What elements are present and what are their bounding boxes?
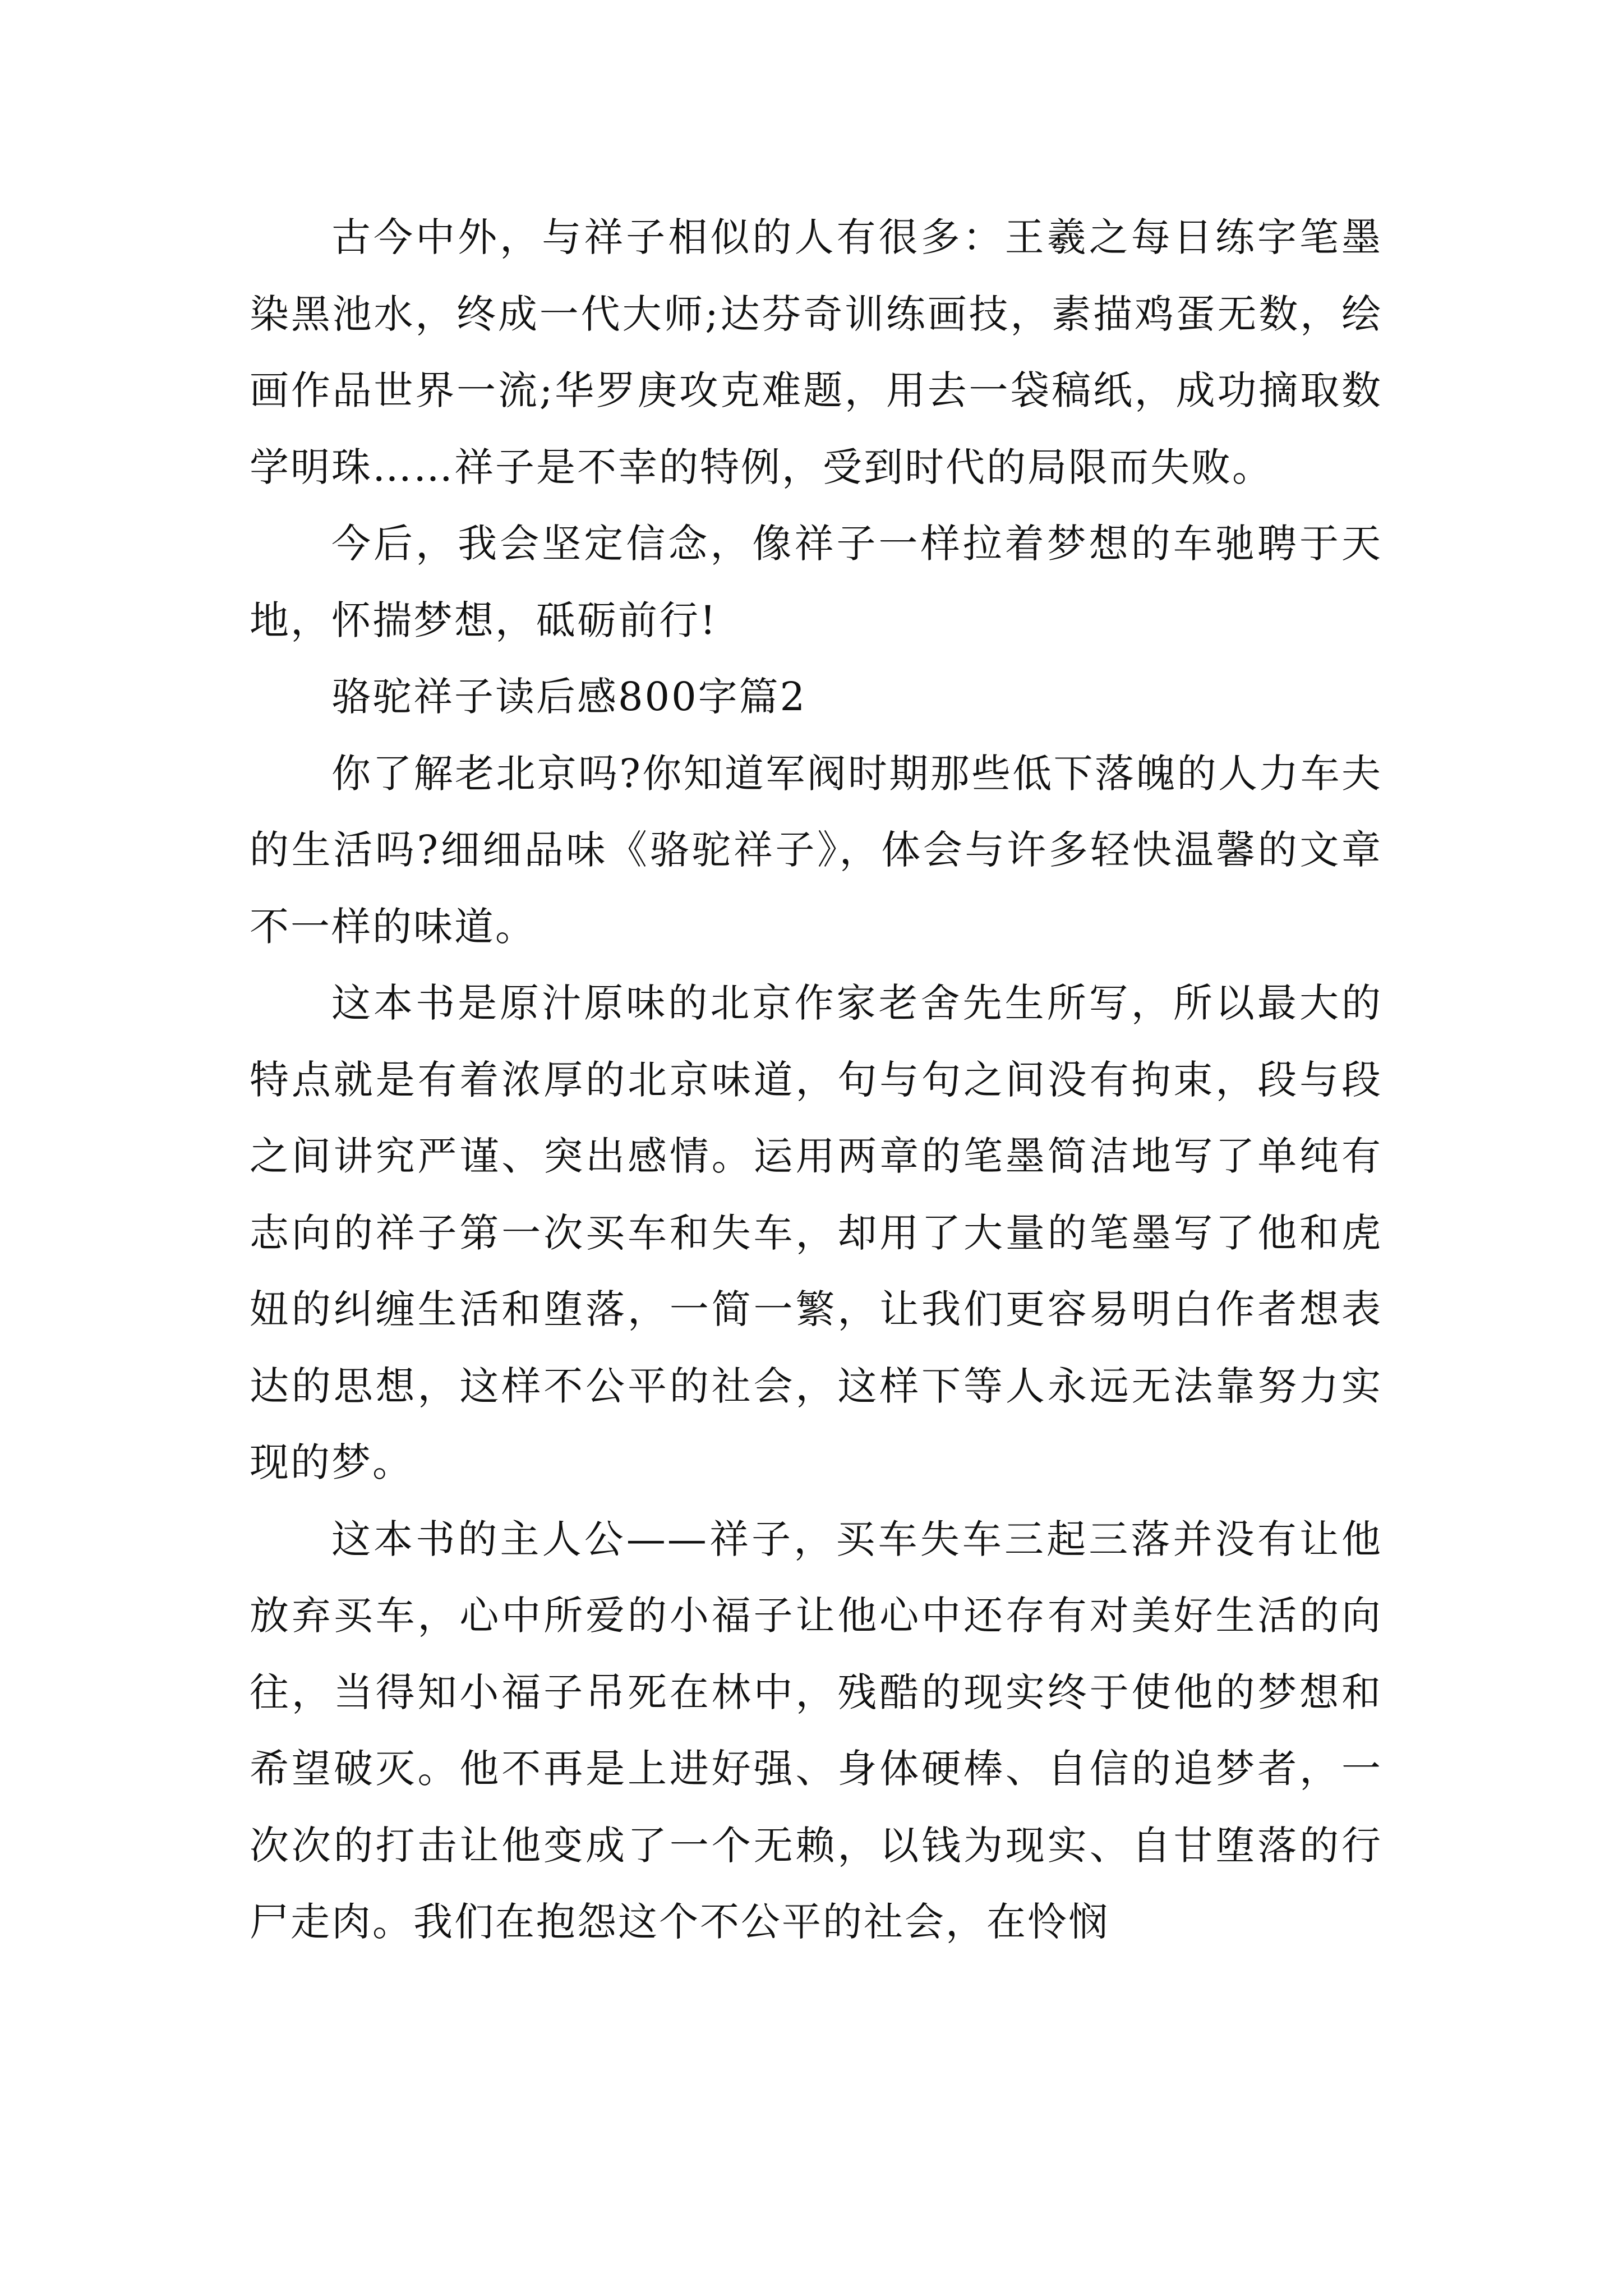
paragraph-conclusion: 今后，我会坚定信念，像祥子一样拉着梦想的车驰聘于天地，怀揣梦想，砥砺前行! (250, 521, 1382, 643)
paragraph-intro-question: 你了解老北京吗?你知道军阀时期那些低下落魄的人力车夫的生活吗?细细品味《骆驼祥子》，体会与许多轻快温馨的文章不一样的味道。 (250, 750, 1382, 950)
document-body (250, 199, 1382, 1961)
paragraph-famous-examples: 古今中外，与祥子相似的人有很多：王羲之每日练字笔墨染黑池水，终成一代大师;达芬奇训练画技，素描鸡蛋无数，绘画作品世界一流;华罗庚攻克难题，用去一袋稿纸，成功摘取数学明珠……祥子是不幸的特例，受到时代的局限而失败。 (250, 214, 1382, 490)
paragraph-book-style: 这本书是原汁原味的北京作家老舍先生所写，所以最大的特点就是有着浓厚的北京味道，句与句之间没有拘束，段与段之间讲究严谨、突出感情。运用两章的笔墨简洁地写了单纯有志向的祥子第一次买车和失车，却用了大量的笔墨写了他和虎妞的纠缠生活和堕落，一简一繁，让我们更容易明白作者想表达的思想，这样不公平的社会，这样下等人永远无法靠努力实现的梦。 (250, 980, 1382, 1485)
section-heading: 骆驼祥子读后感800字篇2 (331, 674, 807, 720)
paragraph-protagonist: 这本书的主人公——祥子，买车失车三起三落并没有让他放弃买车，心中所爱的小福子让他心中还存有对美好生活的向往，当得知小福子吊死在林中，残酷的现实终于使他的梦想和希望破灭。他不再是上进好强、身体硬棒、自信的追梦者，一次次的打击让他变成了一个无赖，以钱为现实、自甘堕落的行尸走肉。我们在抱怨这个不公平的社会，在怜悯 (250, 1516, 1382, 1945)
